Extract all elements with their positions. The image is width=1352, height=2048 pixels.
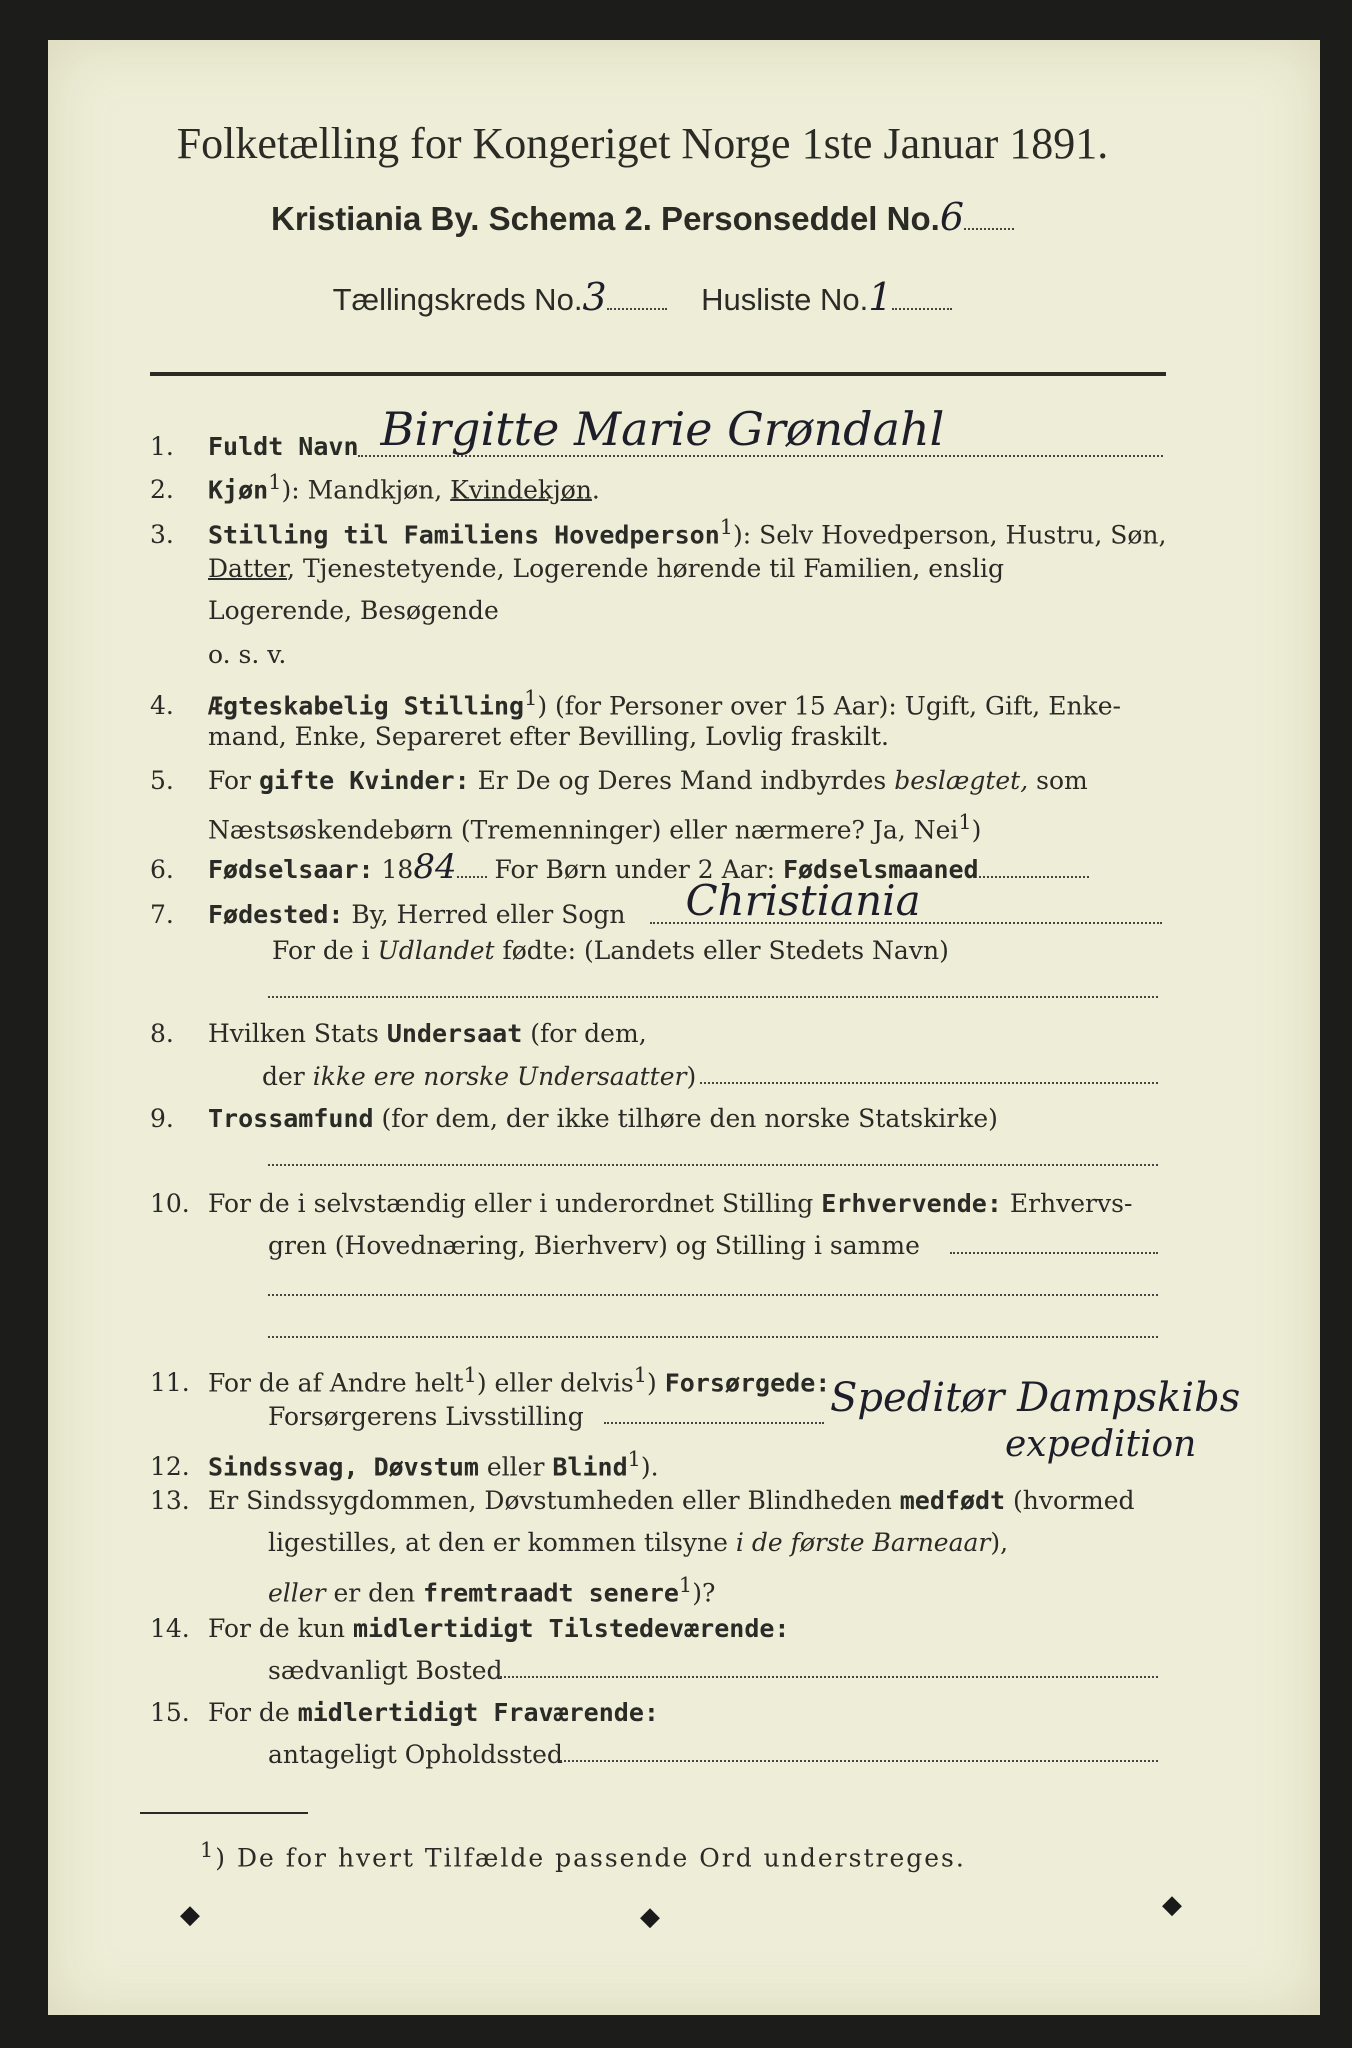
field-8-label: Undersaat [386, 1019, 523, 1048]
field-2-number: 2. [150, 475, 174, 505]
field-5-sup: 1 [958, 810, 972, 834]
full-name-value: Birgitte Marie Grøndahl [380, 402, 945, 456]
city-schema-label: Kristiania By. Schema 2. Personseddel No. [271, 200, 940, 237]
field-3-number: 3. [150, 520, 174, 550]
field-11-line2: Forsørgerens Livsstilling [268, 1402, 584, 1431]
field-12-label: Sindssvag, Døvstum [208, 1452, 479, 1482]
taellingskreds-number: 3 [582, 275, 607, 319]
field-4-label: Ægteskabelig Stilling [208, 691, 525, 721]
field-8-line2-pre: der [262, 1062, 313, 1091]
field-2-text: ): Mandkjøn, [281, 475, 451, 505]
field-12-row [150, 1440, 1170, 1486]
field-2-sup: 1 [268, 470, 282, 494]
field-8-line2-italic: ikke ere norske Undersaatter [312, 1062, 687, 1091]
field-3-line4: o. s. v. [208, 640, 287, 669]
field-11-number: 11. [150, 1368, 190, 1398]
footnote [200, 1838, 1100, 1872]
field-13-line2 [268, 1524, 1288, 1562]
field-3-text2: , Tjenestetyende, Logerende hørende til Familien, enslig [287, 554, 1005, 583]
personseddel-number: 6 [939, 195, 964, 239]
field-10-row [150, 1185, 1170, 1223]
field-2-label: Kjøn [208, 475, 269, 505]
field-10-text1: For de i selvstændig eller i underordnet Stilling [208, 1189, 822, 1218]
field-15-row [150, 1694, 1170, 1732]
registration-mark-right: ◆ [1162, 1890, 1182, 1920]
field-4-number: 4. [150, 691, 174, 721]
field-10-dotline [950, 1250, 1158, 1254]
footnote-sup: 1 [200, 1838, 216, 1862]
field-2-row [150, 463, 1170, 509]
field-12-number: 12. [150, 1452, 190, 1482]
field-11-dotline [604, 1420, 824, 1424]
provider-occupation-b: expedition [1005, 1424, 1197, 1465]
field-8-line2-post: ) [686, 1062, 697, 1091]
field-1-row [150, 402, 1170, 466]
field-9-label: Trossamfund [208, 1104, 374, 1133]
field-5-end: ) [971, 815, 982, 845]
field-3-text1: ): Selv Hovedperson, Hustru, Søn, [733, 520, 1167, 550]
field-8-text1: Hvilken Stats [208, 1019, 387, 1048]
field-10-line2: gren (Hovednæring, Bierhverv) og Stilling i samme [268, 1231, 920, 1260]
field-13-italic2: i de første Barneaar [735, 1528, 991, 1557]
field-8-dotline [700, 1080, 1158, 1084]
field-7-line2-pre: For de i [272, 936, 378, 965]
field-4-line2: mand, Enke, Separeret efter Bevilling, Lovlig fraskilt. [208, 722, 889, 751]
field-14-number: 14. [150, 1614, 190, 1643]
header-rule [150, 372, 1166, 376]
field-5-number: 5. [150, 766, 174, 795]
form-subtitle [100, 195, 1185, 239]
field-5-row [150, 762, 1170, 800]
husliste-number: 1 [868, 275, 893, 319]
field-1-label: Fuldt Navn [208, 432, 359, 461]
field-10-label: Erhvervende: [821, 1189, 1002, 1218]
taellingskreds-label: Tællingskreds No. [332, 282, 583, 317]
field-13-text1b: (hvormed [1005, 1486, 1135, 1515]
field-7-number: 7. [150, 900, 174, 929]
field-6-label2: Fødselsmaaned [782, 855, 979, 884]
field-15-label: midlertidigt Fraværende: [297, 1698, 659, 1727]
field-11-sup: 1 [463, 1363, 477, 1387]
footnote-rule [140, 1812, 308, 1814]
field-13-sup: 1 [678, 1573, 693, 1597]
field-15-dotline [560, 1758, 1158, 1762]
field-5-label: gifte Kvinder: [258, 766, 470, 795]
field-3-line2 [208, 550, 1228, 588]
field-11-text1c: ) [647, 1368, 665, 1398]
field-15-line2: antageligt Opholdssted [268, 1740, 563, 1769]
birth-year-value: 84 [413, 847, 457, 887]
field-9-dotline [268, 1162, 1158, 1166]
field-7-dotline2 [268, 994, 1158, 998]
form-title: Folketælling for Kongeriget Norge 1ste Januar 1891. [176, 119, 1109, 168]
field-7-line2-post: fødte: (Landets eller Stedets Navn) [494, 936, 949, 965]
field-10-dotline2 [268, 1292, 1158, 1296]
field-5-pre: For [208, 766, 259, 795]
field-5-text2: Næstsøskendebørn (Tremenninger) eller nærmere? Ja, Nei [208, 815, 959, 845]
registration-mark-center: ◆ [640, 1902, 660, 1932]
gender-selected: Kvindekjøn [450, 475, 592, 505]
field-6-text: For Børn under 2 Aar: [486, 855, 783, 884]
field-13-text2: ligestilles, at den er kommen tilsyne [268, 1528, 736, 1557]
field-7-text: By, Herred eller Sogn [343, 900, 626, 929]
field-11-text1: For de af Andre helt [208, 1368, 464, 1398]
field-11-sup2: 1 [633, 1363, 648, 1387]
field-6-row [150, 848, 1170, 889]
field-8-number: 8. [150, 1019, 174, 1048]
field-7-label: Fødested: [208, 900, 344, 929]
field-10-number: 10. [150, 1189, 190, 1218]
field-7-row [150, 876, 1170, 934]
field-12-label2: Blind [552, 1452, 628, 1482]
field-13-label3: fremtraadt senere [423, 1578, 679, 1608]
field-3-row [150, 508, 1170, 554]
field-15-number: 15. [150, 1698, 190, 1727]
district-line [100, 275, 1185, 319]
field-4-text1: ) (for Personer over 15 Aar): Ugift, Gift, Enke- [537, 691, 1121, 721]
field-6-label: Fødselsaar: [208, 855, 374, 884]
registration-mark-left: ◆ [180, 1900, 200, 1930]
field-3-sup: 1 [719, 515, 734, 539]
footnote-text: ) De for hvert Tilfælde passende Ord understreges. [215, 1843, 966, 1873]
birthplace-value: Christiania [685, 876, 921, 925]
field-13-end3: )? [692, 1578, 716, 1608]
field-7-line2-italic: Udlandet [377, 936, 495, 965]
field-3-label: Stilling til Familiens Hovedperson [208, 520, 720, 550]
field-13-label: medfødt [899, 1486, 1006, 1515]
field-12-end: ). [640, 1452, 659, 1482]
field-5-text1: Er De og Deres Mand indbyrdes [469, 766, 895, 795]
field-10-text1b: Erhvervs- [1001, 1189, 1133, 1218]
husliste-label: Husliste No. [701, 282, 869, 317]
field-1-dotline [358, 453, 1163, 457]
field-9-row [150, 1100, 1170, 1138]
field-8-row [150, 1015, 1170, 1053]
field-14-label: midlertidigt Tilstedeværende: [352, 1614, 790, 1643]
field-9-number: 9. [150, 1104, 174, 1133]
field-9-text: (for dem, der ikke tilhøre den norske Statskirke) [373, 1104, 998, 1133]
field-13-text2b: ), [990, 1528, 1009, 1557]
field-15-text1: For de [208, 1698, 298, 1727]
field-12-text: eller [478, 1452, 553, 1482]
field-13-text3: er den [325, 1578, 424, 1608]
field-13-line3 [268, 1566, 1288, 1612]
field-10-dotline3 [268, 1334, 1158, 1338]
field-14-text1: For de kun [208, 1614, 353, 1643]
field-8-line2 [262, 1058, 1282, 1096]
field-4-sup: 1 [524, 686, 538, 710]
field-5-text1b: som [1028, 766, 1088, 795]
field-13-italic3: eller [268, 1578, 326, 1608]
field-13-number: 13. [150, 1486, 190, 1515]
field-7-dotline [650, 920, 1162, 924]
field-5-line2 [208, 803, 1228, 849]
field-14-line2: sædvanligt Bosted [268, 1656, 503, 1685]
relation-selected: Datter [208, 554, 288, 583]
field-3-line3: Logerende, Besøgende [208, 596, 499, 625]
field-14-dotline [500, 1674, 1158, 1678]
provider-occupation-a: Speditør Dampskibs [830, 1375, 1241, 1421]
field-13-text1: Er Sindssygdommen, Døvstumheden eller Blindheden [208, 1486, 900, 1515]
field-6-prefix: 18 [373, 855, 414, 884]
field-14-row [150, 1610, 1170, 1648]
field-11-text1b: ) eller delvis [476, 1368, 634, 1398]
field-5-italic: beslægtet, [894, 766, 1029, 795]
field-1-number: 1. [150, 432, 174, 461]
field-11-label: Forsørgede: [664, 1368, 831, 1398]
field-13-row [150, 1482, 1170, 1520]
field-6-number: 6. [150, 855, 174, 884]
field-12-sup: 1 [627, 1447, 641, 1471]
field-8-text2: (for dem, [522, 1019, 647, 1048]
field-2-end: . [591, 475, 600, 505]
field-7-line2 [272, 932, 1292, 970]
